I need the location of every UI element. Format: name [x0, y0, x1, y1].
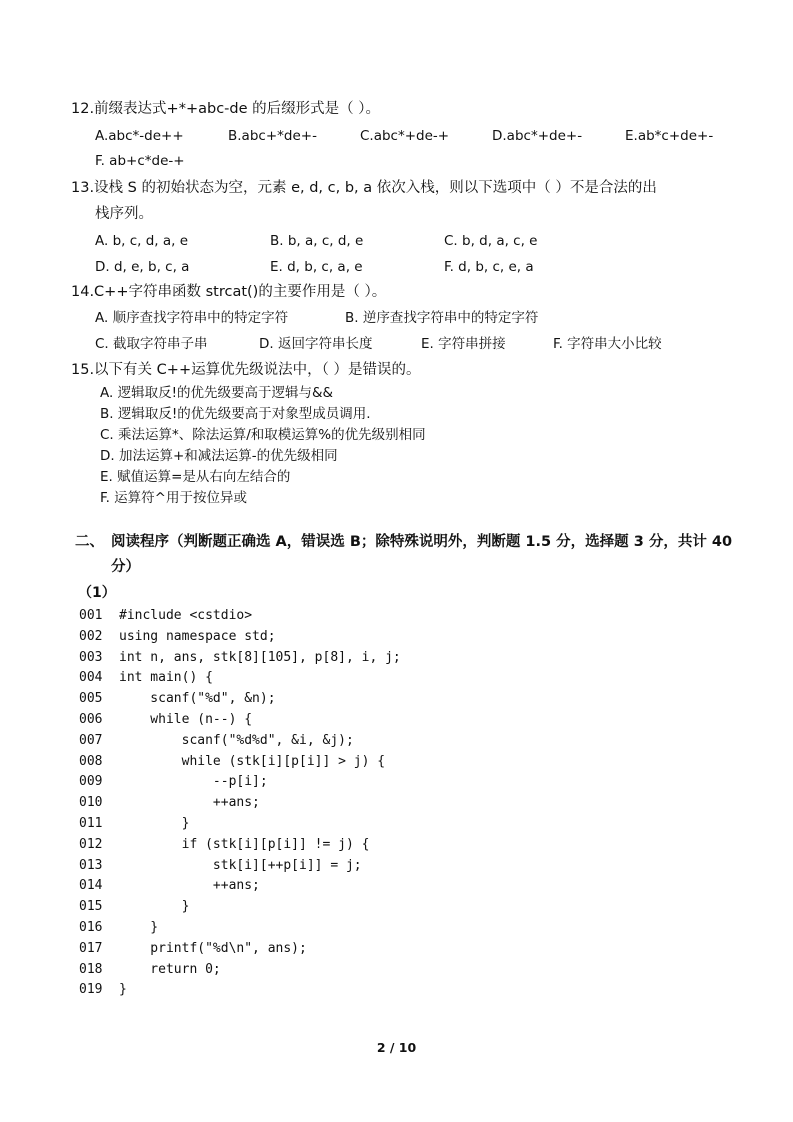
q12-option-b: B.abc+*de+-	[228, 128, 317, 144]
q13-option-b: B. b, a, c, d, e	[270, 233, 364, 249]
line-number: 013	[79, 857, 103, 873]
line-number: 008	[79, 753, 103, 769]
code-line	[79, 835, 401, 856]
code-line	[79, 856, 401, 877]
code-text: while (stk[i][p[i]] > j) {	[119, 753, 386, 769]
q12-option-e: E.ab*c+de+-	[625, 128, 714, 144]
q15-option-b: B. 逻辑取反!的优先级要高于对象型成员调用.	[100, 406, 371, 422]
line-number: 007	[79, 732, 103, 748]
q14-option-c: C. 截取字符串子串	[95, 336, 208, 352]
q12-option-d: D.abc*+de+-	[492, 128, 583, 144]
q15-option-a: A. 逻辑取反!的优先级要高于逻辑与&&	[100, 385, 334, 401]
code-text: if (stk[i][p[i]] != j) {	[119, 836, 370, 852]
code-text: scanf("%d%d", &i, &j);	[119, 732, 354, 748]
line-number: 001	[79, 608, 103, 623]
q15-option-c: C. 乘法运算*、除法运算/和取模运算%的优先级别相同	[100, 427, 426, 443]
q15-stem: 15.以下有关 C++运算优先级说法中，（ ）是错误的。	[71, 362, 421, 378]
q15-option-e: E. 赋值运算=是从右向左结合的	[100, 469, 291, 485]
line-number: 006	[79, 711, 103, 727]
code-line	[79, 627, 401, 648]
code-text: return 0;	[119, 961, 221, 977]
line-number: 012	[79, 836, 103, 852]
code-line	[79, 980, 401, 1001]
q13-option-f: F. d, b, c, e, a	[444, 259, 534, 275]
code-line	[79, 939, 401, 960]
code-text: ++ans;	[119, 795, 260, 811]
q12-option-f: F. ab+c*de-+	[95, 153, 185, 169]
section-number: 二、	[75, 534, 104, 550]
q13-option-e: E. d, b, c, a, e	[270, 259, 363, 275]
code-text: }	[119, 982, 127, 998]
code-line	[79, 606, 401, 627]
q13-stem-line2: 栈序列。	[95, 206, 153, 222]
q14-option-a: A. 顺序查找字符串中的特定字符	[95, 310, 289, 326]
line-number: 010	[79, 795, 103, 811]
q15-option-f: F. 运算符^用于按位异或	[100, 490, 247, 506]
code-line	[79, 814, 401, 835]
line-number: 009	[79, 774, 103, 790]
line-number: 011	[79, 815, 103, 831]
q15-option-d: D. 加法运算+和减法运算-的优先级相同	[100, 448, 338, 464]
code-text: int n, ans, stk[8][105], p[8], i, j;	[119, 649, 401, 665]
q13-option-a: A. b, c, d, a, e	[95, 233, 189, 249]
q14-stem: 14.C++字符串函数 strcat()的主要作用是（ ）。	[71, 284, 387, 300]
code-text: }	[119, 899, 190, 915]
code-text: --p[i];	[119, 774, 268, 790]
line-number: 002	[79, 628, 103, 644]
line-number: 017	[79, 940, 103, 956]
section-title-line1: 阅读程序（判断题正确选 A，错误选 B；除特殊说明外，判断题 1.5 分，选择题 3 分，共计 40	[111, 534, 733, 550]
code-line	[79, 648, 401, 669]
line-number: 005	[79, 691, 103, 707]
code-line	[79, 772, 401, 793]
section-title-line2: 分）	[111, 559, 140, 575]
code-text: ++ans;	[119, 878, 260, 894]
q12-option-c: C.abc*+de-+	[360, 128, 450, 144]
code-listing	[79, 606, 401, 1001]
q13-option-c: C. b, d, a, c, e	[444, 233, 538, 249]
code-line	[79, 876, 401, 897]
line-number: 004	[79, 670, 103, 686]
code-text: }	[119, 815, 190, 831]
q12-option-a: A.abc*-de++	[95, 128, 184, 144]
code-line	[79, 752, 401, 773]
code-text: #include <cstdio>	[119, 608, 253, 623]
line-number: 003	[79, 649, 103, 665]
code-text: int main() {	[119, 670, 213, 686]
page-number: 2 / 10	[376, 1040, 417, 1055]
line-number: 019	[79, 982, 103, 998]
line-number: 016	[79, 919, 103, 935]
code-line	[79, 689, 401, 710]
code-text: printf("%d\n", ans);	[119, 940, 307, 956]
q14-option-e: E. 字符串拼接	[421, 336, 506, 352]
code-line	[79, 918, 401, 939]
code-line	[79, 897, 401, 918]
q14-option-d: D. 返回字符串长度	[259, 336, 373, 352]
code-line	[79, 793, 401, 814]
line-number: 018	[79, 961, 103, 977]
code-text: }	[119, 919, 159, 935]
line-number: 014	[79, 878, 103, 894]
code-line	[79, 960, 401, 981]
q14-option-f: F. 字符串大小比较	[553, 336, 662, 352]
code-text: while (n--) {	[119, 711, 253, 727]
q14-option-b: B. 逆序查找字符串中的特定字符	[345, 310, 539, 326]
code-line	[79, 668, 401, 689]
q13-option-d: D. d, e, b, c, a	[95, 259, 190, 275]
code-text: using namespace std;	[119, 628, 276, 644]
line-number: 015	[79, 899, 103, 915]
code-text: stk[i][++p[i]] = j;	[119, 857, 362, 873]
program-subheading: （1）	[78, 585, 116, 601]
q13-stem-line1: 13.设栈 S 的初始状态为空，元素 e, d, c, b, a 依次入栈，则以下选项中（ ）不是合法的出	[71, 180, 657, 196]
code-text: scanf("%d", &n);	[119, 691, 276, 707]
q12-stem: 12.前缀表达式+*+abc-de 的后缀形式是（ ）。	[71, 101, 380, 117]
code-line	[79, 710, 401, 731]
code-line	[79, 731, 401, 752]
